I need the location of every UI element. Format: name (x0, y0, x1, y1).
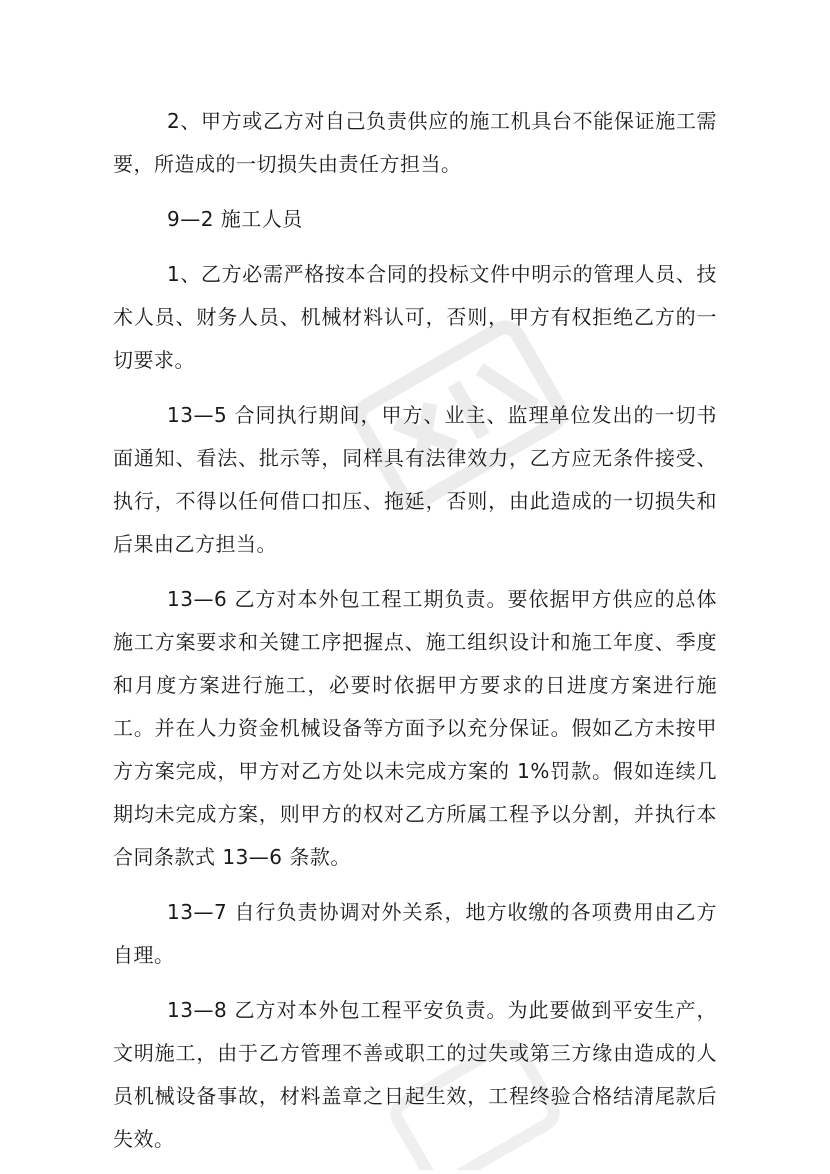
document-body (113, 100, 717, 1173)
section-heading-construction-personnel: 9—2 施工人员 (167, 207, 303, 231)
paragraph-clause-13-7: 13—7 自行负责协调对外关系，地方收缴的各项费用由乙方自理。 (113, 900, 717, 967)
paragraph-clause-13-5: 13—5 合同执行期间，甲方、业主、监理单位发出的一切书面通知、看法、批示等，同样具有法律效力，乙方应无条件接受、执行，不得以任何借口扣压、拖延，否则，由此造成的一切损失和后果由乙方担当。 (113, 403, 717, 556)
paragraph-clause-13-6: 13—6 乙方对本外包工程工期负责。要依据甲方供应的总体施工方案要求和关键工序把握点、施工组织设计和施工年度、季度和月度方案进行施工，必要时依据甲方要求的日进度方案进行施工。并在人力资金机械设备等方面予以充分保证。假如乙方未按甲方方案完成，甲方对乙方处以未完成方案的 1%罚款。假如连续几期均未完成方案，则甲方的权对乙方所属工程予以分割，并执行本合同条款式 13—6 条款。 (113, 587, 717, 869)
watermark-text: 觅知网 (330, 300, 333, 301)
paragraph-personnel-requirements: 1、乙方必需严格按本合同的投标文件中明示的管理人员、技术人员、财务人员、机械材料认可，否则，甲方有权拒绝乙方的一切要求。 (113, 262, 717, 372)
paragraph-machinery-liability: 2、甲方或乙方对自己负责供应的施工机具台不能保证施工需要，所造成的一切损失由责任方担当。 (113, 109, 717, 176)
paragraph-clause-13-8: 13—8 乙方对本外包工程平安负责。为此要做到平安生产，文明施工，由于乙方管理不善或职工的过失或第三方缘由造成的人员机械设备事故，材料盖章之日起生效，工程终验合格结清尾款后失效。 (113, 998, 717, 1151)
